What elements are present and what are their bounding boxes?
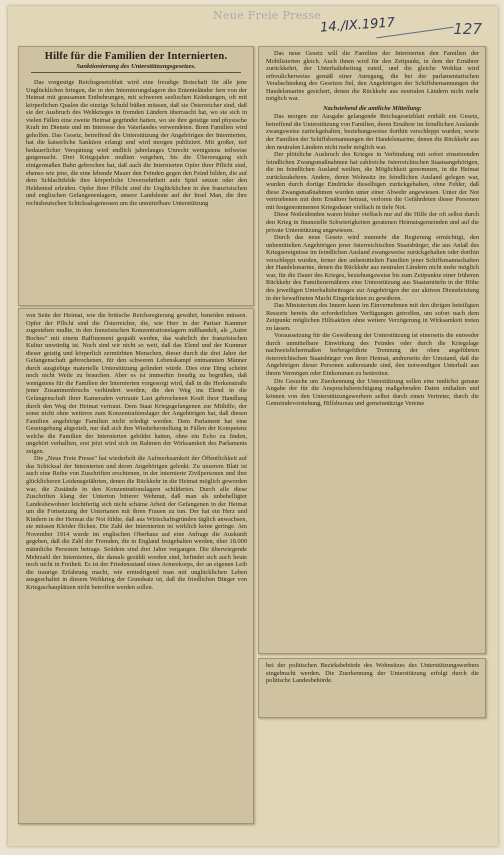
closing-text xyxy=(259,659,485,687)
law-paragraph-6: Voraussetzung für die Gewährung der Unterstützung ist einerseits die entweder durch unmittelbare Einwirkung des Feindes oder durch die Kriegslage nachweislichermaßen herbeigeführte Trennung der oben angeführten österreichischen Staatsbürger von ihrer Heimat, andrerseits der Umstand, daß die Angehörigen dieser Personen außerstande sind, den notwendigen Unterhalt aus ihrem Vermögen oder Einkommen zu bestreiten. xyxy=(266,332,479,377)
law-paragraph-3: Diese Notleidenden waren bisher vielfach nur auf die Hilfe der oft selbst durch den Krieg in finanzielle Schwierigkeiten geratenen Heimatsgemeinden und auf die private Unterstützung angewiesen. xyxy=(266,211,479,234)
article-title: Hilfe für die Familien der Internierten. xyxy=(44,51,228,62)
folio-number: 127 xyxy=(453,20,482,38)
law-paragraph-4: Durch das neue Gesetz wird nunmehr die Regierung ermächtigt, den unbemittelten Angehörigen jener österreichischen Staatsbürger, die aus Anlaß des Kriegsereignisse im feindlichen Ausland zwangsweise zurückgehalten oder dorthin verschleppt wurden, ferner den unbemittelten Familien jener Schiffsmannschaften der Handelsmarine, denen die Rückkehr aus neutralen Ländern nicht mehr möglich war, für die Dauer des Krieges, beziehungsweise bis zum Zeitpunkte einer früheren Rückkehr des Familienernährers eine Unterstützung aus Staatsmitteln in der Höhe des jeweiligen Unterhaltsbeitrages zur Angehörigen der zur aktiven Dienstleistung in der bewaffneten Macht Eingerückten zu gewähren. xyxy=(266,234,479,302)
archive-sheet xyxy=(8,6,498,846)
clipping-closing xyxy=(258,658,486,718)
continuation-paragraph-1: von Seite der Heimat, wie die britische Reichsregierung gewährt, beneiden müssen. Opfer der Pflicht sind die Österreicher, die, wie Herr in der Pariser Kammer zugestehen mußte, in den französischen Konzentrationslagern mißhandelt, als „Autre Boches" mit einem Raffinement gequält werden, das wahrlich der französischen Kultur unwürdig ist. Noch sind wir nicht so weit, daß das Elend und der Kummer dieser geistig und körperlich zermürbten Menschen, dieser durch die drei Jahre der Gefangenschaft gebrochenen, für den schweren Lebenskampf entmannten Männer durch ausgiebige materielle Unterstützung gelindert würde. Dies eine Ding scheint noch nicht Weile zu brauchen. Aber es ist immerhin freudig zu begrüßen, daß wenigstens für die Familien der Internierten vorgesorgt wird, daß in die Herkenstraße jener Zusammenbruchs verhindert werden, die den Weg ins Elend in die Gefangenschaft ihrer Kameraden vertraute Last gebrochenen Kraft ihrer Handlung durch den Weg der Heimat vertraut. Dem Staat Kriegsgefangenen zur Mithilfe, der sonst nicht ohne weiteres zum Konzentrationslager der Angehörigen hat, daß diesen Familien angehörige Familien nicht erledigt werden. Dem Parlament hat eine Gesetzgebung abgezielt, nur daß sich ihre Wiederherstellung in Fällen der Kompetenz welche die Familien der Internierten gebildet hatten, ohne ein Echo zu finden, ungehört verhallten, erst jetzt wird sich im Rahmen der Wirksamkeit des Parlaments zeigen. xyxy=(26,312,247,455)
continuation-text xyxy=(19,309,253,593)
opening-text xyxy=(19,76,253,209)
continuation-paragraph-2: Die „Neue Freie Presse" hat wiederholt die Aufmerksamkeit der Öffentlichkeit auf das Schicksal der Internierten und deren Angehörigen gelenkt. Zu unserem Blatt ist auch eine Reihe von Zuschriften erschienen, in der internierte Zivilpersonen und ihre glücklicheren Leidensgefährten, denen die Rückkehr in die Heimat möglich geworden war, die Zustände in den Konzentrationslagern schilderten. Durch alle diese Zuschriften klang der Unterton bitterer Wehmut, daß man als unbehelligter Landesbewohner leichtfertig sich nicht schäme Arbeit der Gefangenen in der Heimat um die Fortsetzung der Untertanen mit ihren Frauen zu tun. Der hat ein Herz und Kindern in der Heimat die Not fühlte, daß aus Wirtschaftsgründen täglich anwachsen, sie müssen Kleider flicken. Die Zahl der Internierten ist wirklich keine geringe. Am November 1914 wurde im englischen Oberhaus auf eine Anfrage die Auskunft gegeben, daß die Zahl der Fremden, die in England festgehalten werden, über 18.000 männliche Personen betrage. Seitdem sind drei Jahre vergangen. Die überwiegende Mehrzahl der Internierten, die damals gezählt worden sind, befindet sich auch heute noch nicht in Freiheit. Es ist der Friedensstand eines Armeekorps, der an eigenen Leib die traurige Erfahrung macht, wie erniedrigend man mit unglücklichen Leben ausgeschaltet in diesem Weltkrieg der Grundsatz ist, daß die friedlichen Bürger von Kriegsschauplätzen nicht betroffen werden sollen. xyxy=(26,455,247,591)
handwritten-date: 14./IX.1917 xyxy=(319,15,396,36)
law-paragraph-2: Der plötzliche Ausbruch des Krieges in Verbindung mit sofort einsetzenden feindlichen Zwangsmaßnahmen hat zahlreiche österreichischen Staatsangehörigen, die im feindlichen Ausland weilten, die Möglichkeit genommen, in die Heimat zurückzukehren. Andere, deren Wohnsitz im feindlichen Ausland gelegen war, wurden durch dortige Eindrücke dieselbigen zurückgehalten, ohne Fehler, daß diese Zwangsmaßnahmen wurden unter einer Abwehr angewiesen. Unter der Not vertriebenen mit dem Ernährer betraut, verloren die Gefährdeten dieser Personen mit festgenommenen Kriegsdauer vielfach in tiefe Not. xyxy=(266,151,479,211)
law-paragraph-7: Die Gesuche um Zuerkennung der Unterstützung sollen eine tunlichst genaue Angabe der für die Anspruchsberechtigung maßgebenden Daten enthalten und können von den Unterstützungswerbern selbst durch einen Vertreter, durch die Gemeindevorstehung, Hilfsbureau und gemeinnützige Vereine xyxy=(266,377,479,408)
law-paragraph-5: Das Ministerium des Innern kann im Einvernehmen mit den übrigen beteiligten Ressorts bereits die erforderlichen Verfügungen getroffen, um sofort nach dem Zeitpunkt möglichen Hilfsaktion ohne weitere Verzögerung in Wirksamkeit treten zu lassen. xyxy=(266,302,479,332)
clipping-continuation xyxy=(18,308,254,824)
title-rule xyxy=(31,72,241,73)
opening-paragraph: Das vorgestige Reichsgesetzblatt wird eine freudige Botschaft für alle jene Unglücklichen bringen, die in den Internierungslagern des Ententeländer fern von der Heimat mit grausamen Entbehrungen, mit schweren seelischen Kränkungen, oft mit körperlichen Qualen die einzige Schuld büßen müssen, daß sie Österreicher sind, daß sie der Ausbruch des Weltkrieges in fremden Ländern überrascht hat, wo sie sich in vielen Fällen eine zweite Heimat gegründet hatten, wo sie ihre geistige und physische Kraft im Dienste und im Interesse des Vaterlandes verwendeten. Ihren Familien wird geholfen. Das Gesetz, betreffend die Unterstützung der Angehörigen der Internierten, hat die kaiserliche Sanktion erlangt und wird morgen publiziert. Mit großer, tief bedauerlicher Verspätung wird endlich jahrelanges Unrecht wenigstens teilweise gutgemacht. Drei Kriegsjahre mußten vergehen, bis die Überzeugung sich einigermaßen Bahn gebrochen hat, daß auch die Internierten Opfer ihrer Pflicht sind, ebenso wie jene, die eine lebende Mauer den Feinden gegen den Feind bilden, die auf dem Schlachtfelde ihre körperliche Unversehrtheit aufs Spiel setzen oder den Heldentod erleiden. Opfer ihrer Pflicht sind die Unglücklichen in den französischen und englischen Gefangenenlagern, unsere Landsleute auf der Insel Man, die ihre rechtsbeutschen Schicksalsgenossen um die unmittelbare Unterstützung xyxy=(26,79,247,207)
clipping-law-text xyxy=(258,46,486,654)
law-intro-paragraph: Das neue Gesetz will die Familien der Internierten den Familien der Mobilisierten gleich. Auch ihnen wird für den Zeitpunkt, in dem der Ernährer zurückkehrt, der Unterhaltsbeitrag zuteil, und die gleiche Wohltat wird erfreulicherweise gemäß einer Anregung, die bei der parlamentarischen Verabschiedung des Gesetzes fiel, den Angehörigen der Schiffsbemannungen der Handelsmarine gesichert, denen die Rückkehr aus neutralen Ländern nicht mehr möglich war. xyxy=(266,50,479,103)
official-notice-heading: Nachstehend die amtliche Mitteilung: xyxy=(323,104,422,112)
article-subtitle: Sanktionierung des Unterstützungsgesetzes. xyxy=(76,63,196,70)
newspaper-stamp: Neue Freie Presse xyxy=(213,9,322,22)
clipping-opening xyxy=(18,46,254,306)
sheet-header xyxy=(8,6,498,42)
closing-paragraph: bei der politischen Bezirksbehörde des Wohnsitzes des Unterstützungswerbers eingebracht werden. Die Zuerkennung der Unterstützung erfolgt durch die politische Landesbehörde. xyxy=(266,662,479,685)
law-text xyxy=(259,47,485,410)
law-paragraph-1: Das morgen zur Ausgabe gelangende Reichsgesetzblatt enthält ein Gesetz, betreffend die Unterstützung von Familien, deren Ernährer im feindlichen Auslande zwangsweise zurückgehalten, beziehungsweise dorthin verschleppt wurden, sowie der Familien der Schiffsbemannungen der Handelsmarine, denen die Rückkehr aus den neutralen Ländern nicht mehr möglich war. xyxy=(266,113,479,151)
